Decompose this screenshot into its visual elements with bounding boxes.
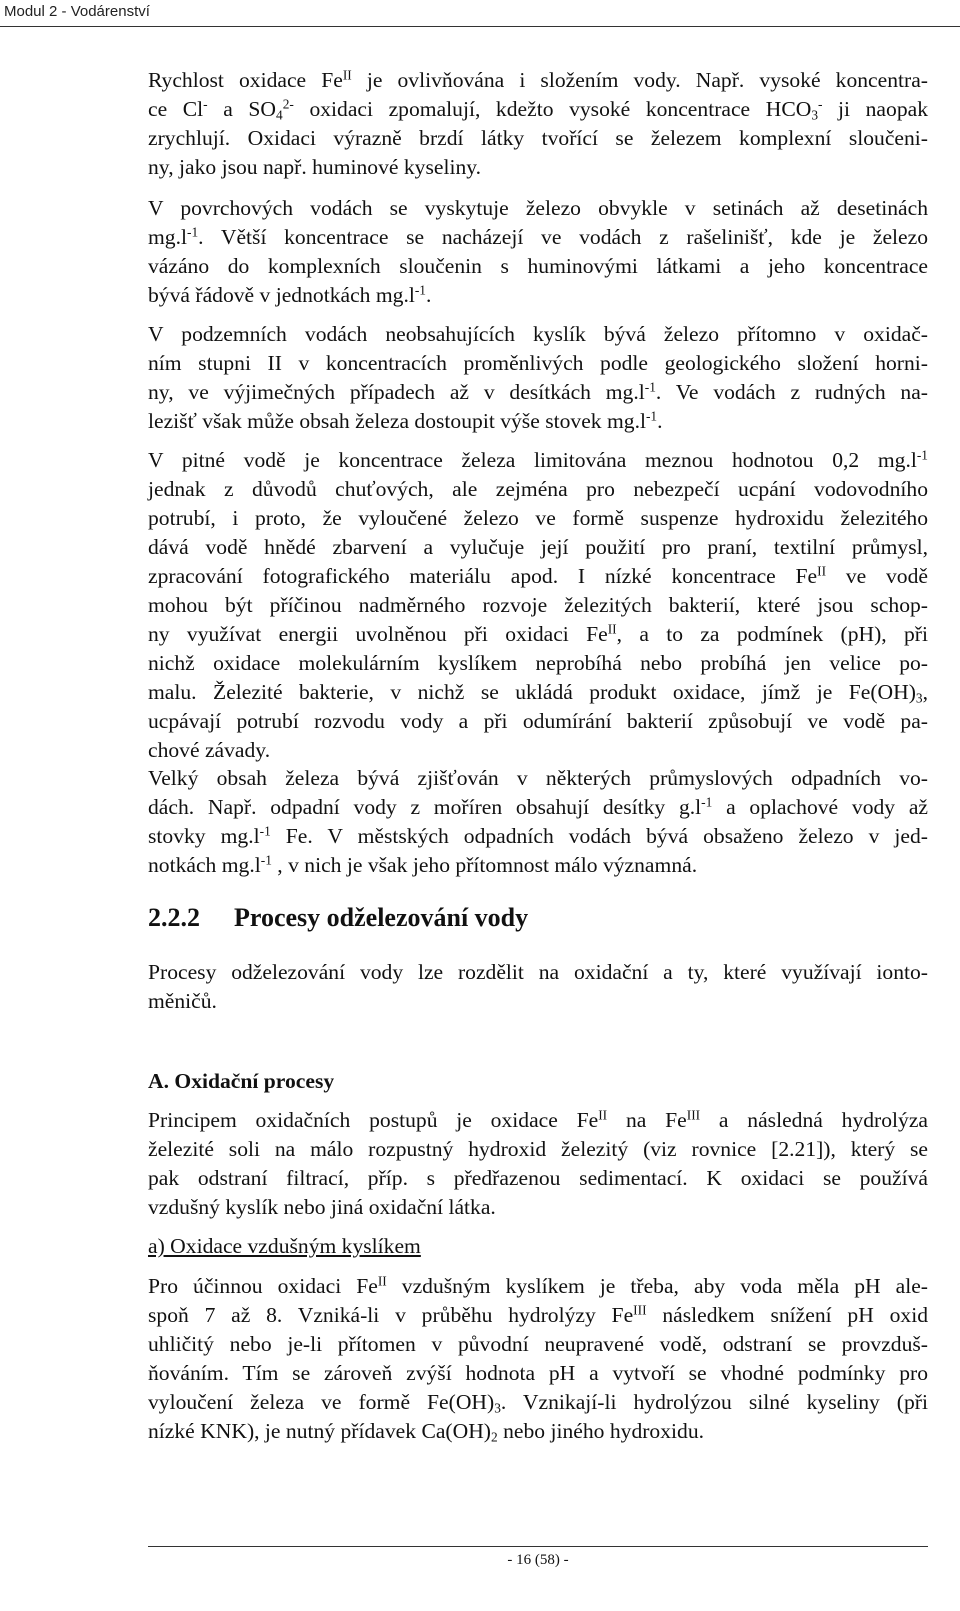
text-line: Principem oxidačních postupů je oxidace $Fe^{II}$ na $Fe^{III}$ a následná hydrolýza <box>148 1107 928 1132</box>
paragraph-drinking-water <box>148 446 928 765</box>
paragraph-oxidation-rate <box>148 66 928 182</box>
text-line: dách. Např. odpadní vody z moříren obsahují desítky $g.l^{-1}$ a oplachové vody až <box>148 794 929 819</box>
text-line: chové závady. <box>148 738 271 762</box>
text-line: jednak z důvodů chuťových, ale zejména pro nebezpečí ucpání vodovodního <box>148 477 928 501</box>
text-line: měničů. <box>148 989 217 1013</box>
text-line: Velký obsah železa bývá zjišťován v některých průmyslových odpadních vo- <box>148 766 928 790</box>
section-number: 2.2.2 <box>148 903 200 932</box>
text-line: Rychlost oxidace $Fe^{II}$ je ovlivňována i složením vody. Např. vysoké koncentra- <box>148 67 928 92</box>
text-line: malu. Železité bakterie, v nichž se ukládá produkt oxidace, jímž je $Fe(OH)_3$, <box>148 680 928 706</box>
text-line: Pro účinnou oxidaci $Fe^{II}$ vzdušným kyslíkem je třeba, aby voda měla pH ale- <box>148 1273 928 1298</box>
text-line: vázáno do komplexních sloučenin s huminovými látkami a jeho koncentrace <box>148 254 928 278</box>
text-line: zrychlují. Oxidaci výrazně brzdí látky tvořící se železem komplexní sloučeni- <box>148 126 928 150</box>
text-line: bývá řádově v jednotkách $mg.l^{-1}$. <box>148 282 432 307</box>
text-line: mohou být příčinou nadměrného rozvoje železitých bakterií, které jsou schop- <box>148 593 928 617</box>
footer-divider <box>148 1546 928 1547</box>
text-line: V povrchových vodách se vyskytuje železo obvykle v setinách až desetinách <box>148 196 928 220</box>
paragraph-processes-intro <box>148 958 928 1016</box>
text-line: ním stupni II v koncentracích proměnlivých podle geologického složení horni- <box>148 351 928 375</box>
page-number: - 16 (58) - <box>507 1552 569 1568</box>
text-line: uhličitý nebo je-li přítomen v původní neupravené vodě, odstraní se provzduš- <box>148 1332 928 1356</box>
paragraph-surface-water <box>148 194 928 310</box>
text-line: notkách $mg.l^{-1}$ , v nich je však jeho přítomnost málo významná. <box>148 852 698 877</box>
text-line: pak odstraní filtrací, příp. s předřazenou sedimentací. K oxidaci se používá <box>148 1166 928 1190</box>
paragraph-oxidation-principle <box>148 1106 928 1222</box>
text-line: V podzemních vodách neobsahujících kyslík bývá železo přítomno v oxidač- <box>148 322 928 346</box>
header-divider <box>0 26 960 27</box>
text-line: nízké KNK), je nutný přídavek $Ca(OH)_2$ nebo jiného hydroxidu. <box>148 1419 705 1445</box>
text-line: vzdušný kyslík nebo jiná oxidační látka. <box>148 1195 496 1219</box>
text-line: V pitné vodě je koncentrace železa limitována meznou hodnotou 0,2 $mg.l^{-1}$ <box>148 447 928 472</box>
text-line: spoň 7 až 8. Vzniká-li v průběhu hydrolýzy $Fe^{III}$ následkem snížení pH oxid <box>148 1302 928 1327</box>
text-line: dává vodě hnědé zbarvení a vylučuje její použití pro praní, textilní průmysl, <box>148 535 928 559</box>
text-line: ňováním. Tím se zároveň zvýší hodnota pH a vytvoří se vhodné podmínky pro <box>148 1361 928 1385</box>
text-line: Procesy odželezování vody lze rozdělit na oxidační a ty, které využívají ionto- <box>148 960 928 984</box>
section-title: Procesy odželezování vody <box>234 903 529 932</box>
text-line: lezišť však může obsah železa dostoupit výše stovek $mg.l^{-1}$. <box>148 408 663 433</box>
text-line: zpracování fotografického materiálu apod. I nízké koncentrace $Fe^{II}$ ve vodě <box>148 563 928 588</box>
paragraph-air-oxidation <box>148 1272 928 1446</box>
text-line: $mg.l^{-1}$. Větší koncentrace se nacházejí ve vodách z rašelinišť, kde je železo <box>148 224 928 249</box>
paragraph-ground-water <box>148 320 928 436</box>
text-line: vyloučení železa ve formě $Fe(OH)_3$. Vznikají-li hydrolýzou silné kyseliny (při <box>148 1390 928 1416</box>
text-line: ny využívat energii uvolněnou při oxidaci $Fe^{II}$, a to za podmínek (pH), při <box>148 621 928 646</box>
text-line: ny, ve výjimečných případech až v desítkách $mg.l^{-1}$. Ve vodách z rudných na- <box>148 379 928 404</box>
paragraph-industrial-water <box>148 764 928 880</box>
subsubsection-heading: a) Oxidace vzdušným kyslíkem <box>148 1234 421 1258</box>
section-heading <box>148 903 528 933</box>
text-line: železité soli na málo rozpustný hydroxid železitý (viz rovnice [2.21]), který se <box>148 1137 928 1161</box>
running-header: Modul 2 - Vodárenství <box>4 3 150 20</box>
subsection-heading: A. Oxidační procesy <box>148 1069 335 1093</box>
text-line: stovky $mg.l^{-1}$ Fe. V městských odpadních vodách bývá obsaženo železo v jed- <box>148 823 928 848</box>
text-line: potrubí, i proto, že vyloučené železo ve formě suspenze hydroxidu železitého <box>148 506 928 530</box>
text-line: ny, jako jsou např. huminové kyseliny. <box>148 155 482 179</box>
text-line: nichž oxidace molekulárním kyslíkem neprobíhá nebo probíhá jen velice po- <box>148 651 928 675</box>
text-line: ce Cl- a $SO_4^{2-}$ oxidaci zpomalují, kdežto vysoké koncentrace $HCO_3^-$ ji naopak <box>148 96 928 123</box>
text-line: ucpávají potrubí rozvodu vody a při odumírání bakterií způsobují ve vodě pa- <box>148 709 928 733</box>
